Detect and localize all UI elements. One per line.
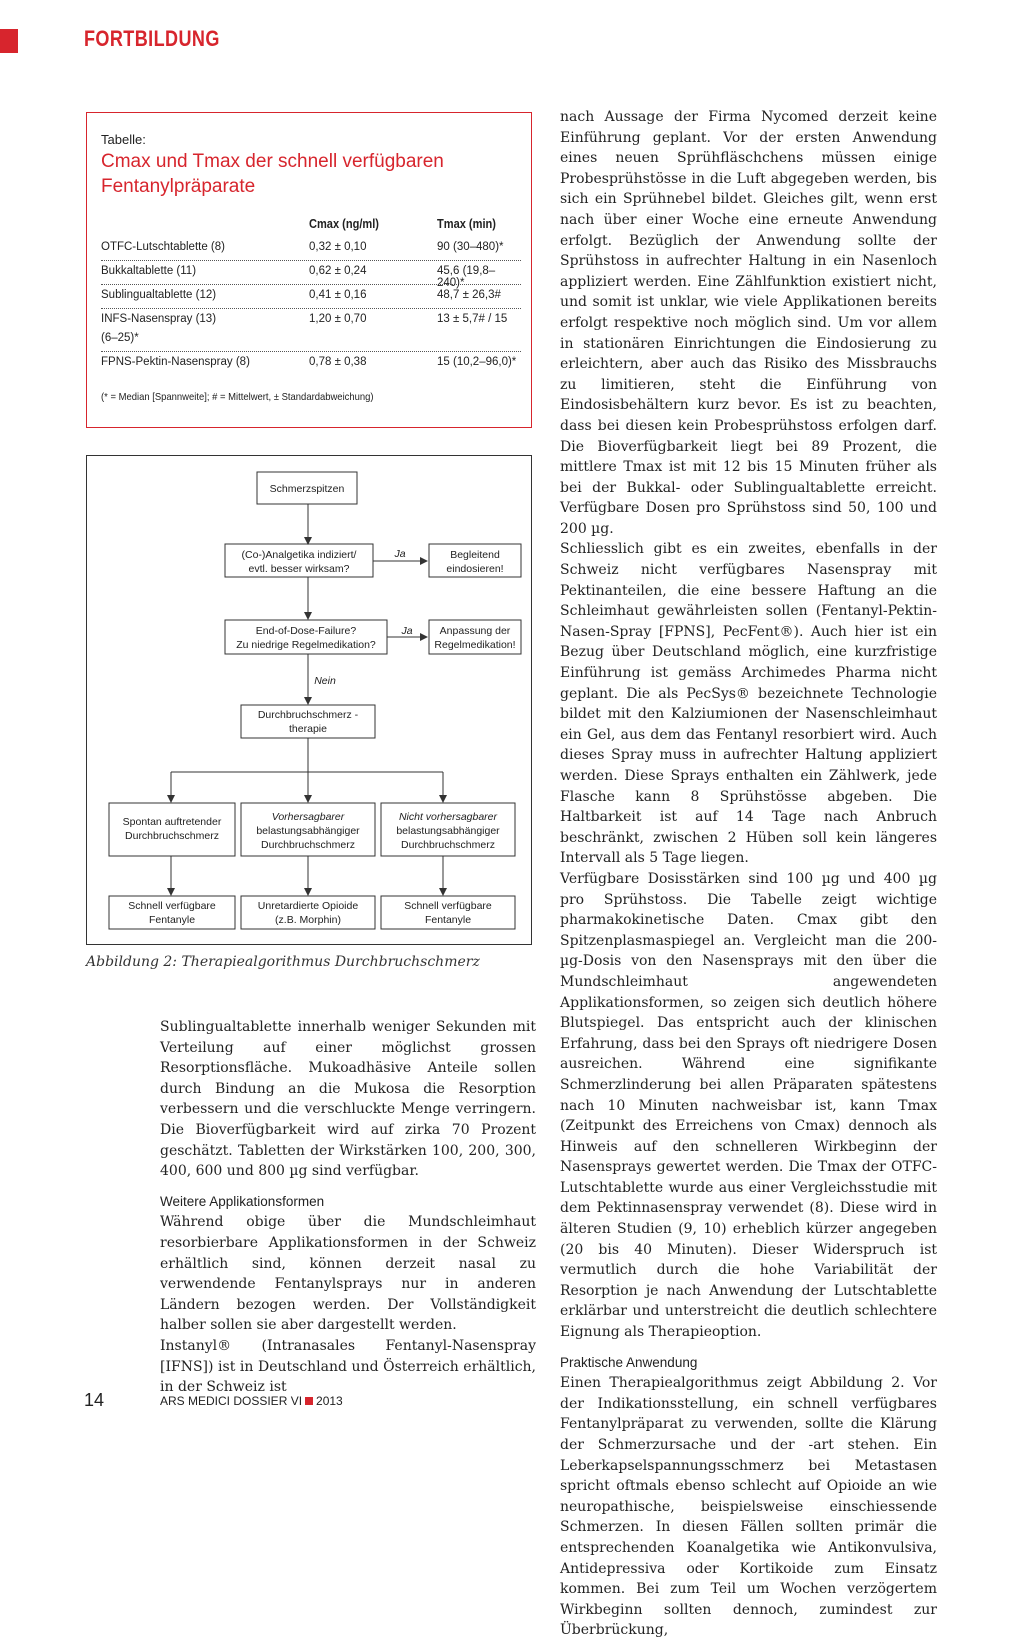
text-c1: Nicht vorhersagbarer (398, 811, 498, 823)
text-q2a: End-of-Dose-Failure? (255, 625, 357, 637)
left-paragraph-2: Während obige über die Mundschleimhaut resorbierbare Applikationsformen in der Schweiz erhältlich sind, können derzeit nasal zu verwendende Fentanylsprays nur in anderen Ländern bezogen werden. Der Vollständigkeit halber sollen sie aber dargestellt werden. (160, 1214, 536, 1334)
table-row (101, 241, 521, 261)
row-cmax: 0,62 ± 0,24 (309, 265, 367, 277)
row-name: FPNS-Pektin-Nasenspray (8) (101, 356, 250, 368)
row-name-cont: (6–25)* (101, 332, 139, 344)
footer-journal (160, 1394, 343, 1408)
row-tmax: 90 (30–480)* (437, 241, 504, 253)
row-name: Sublingualtablette (12) (101, 289, 217, 301)
row-cmax: 0,41 ± 0,16 (309, 289, 367, 301)
page-number: 14 (84, 1390, 105, 1410)
right-column (560, 107, 937, 1641)
figure-caption: Abbildung 2: Therapiealgorithmus Durchbruchschmerz (86, 954, 480, 970)
text-nein: Nein (314, 675, 336, 687)
text-q1a: (Co-)Analgetika indiziert/ (241, 549, 357, 561)
table-row (101, 356, 521, 375)
row-cmax: 0,78 ± 0,38 (309, 356, 367, 368)
text-b3: Durchbruchschmerz (261, 839, 355, 851)
journal-year: 2013 (316, 1394, 343, 1408)
text-q1b: evtl. besser wirksam? (248, 563, 350, 575)
text-ja1: Ja (394, 548, 406, 560)
table-row (101, 313, 521, 352)
text-therapy1: Durchbruchschmerz - (257, 709, 359, 721)
row-tmax: 15 (10,2–96,0)* (437, 356, 517, 368)
text-e2: (z.B. Morphin) (275, 914, 341, 926)
row-tmax: 13 ± 5,7# / 15 (437, 313, 508, 325)
footer-square-icon (305, 1397, 313, 1405)
text-start: Schmerzspitzen (269, 483, 345, 495)
row-name: Bukkaltablette (11) (101, 265, 197, 277)
row-name: INFS-Nasenspray (13) (101, 313, 217, 325)
table-title-line1: Cmax und Tmax der schnell verfügbaren (101, 151, 444, 172)
flowchart-figure (86, 455, 532, 945)
text-r2b: Regelmedikation! (434, 639, 516, 651)
table-label: Tabelle: (101, 132, 146, 147)
right-paragraph-2: Schliesslich gibt es ein zweites, ebenfalls in der Schweiz nicht verfügbares Nasenspray mit Pektinanteilen, die eine bessere Haftung an die Schleimhaut gewährleisten sollen (Fentanyl-Pektin-Nasen-Spray [FPNS], PecFent®). Auch hier ist ein Bezug über Deutschland möglich, eine kurzfristige Einführung ist gemäss Archimedes Pharma nicht geplant. Die als PecSys® bezeichnete Technologie bildet mit den Kalziumionen der Nasenschleimhaut ein Gel, aus dem das Fentanyl resorbiert wird. Auch dieses Spray muss in aufrechter Haltung appliziert werden. Diese Sprays enthalten ein Zählwerk, jede Flasche kann 8 Sprühstösse abgeben. Die Haltbarkeit ist auf 14 Tage nach Anbruch beschränkt, zwischen 2 Hüben soll kein längeres Intervall als 5 Tage liegen. (560, 541, 937, 867)
journal-name: ARS MEDICI DOSSIER VI (160, 1394, 303, 1408)
col-header-tmax: Tmax (min) (437, 216, 496, 231)
text-therapy2: therapie (289, 723, 327, 735)
text-a2: Durchbruchschmerz (125, 830, 219, 842)
row-tmax: 48,7 ± 26,3# (437, 289, 501, 301)
table-title (101, 149, 444, 199)
text-f1: Schnell verfügbare (404, 900, 492, 912)
section-marker (0, 29, 18, 53)
text-e1: Unretardierte Opioide (257, 900, 359, 912)
text-d2: Fentanyle (148, 914, 196, 926)
right-paragraph-1: nach Aussage der Firma Nycomed derzeit keine Einführung geplant. Vor der ersten Anwendung eines neuen Sprühfläschchens müssen einige Probesprühstösse in die Luft abgegeben werden, bis sich ein Sprühnebel bildet. Gleiches gilt, wenn erst nach über einer Woche eine erneute Anwendung erfolgt. Bezüglich der Anwendung sollte der Sprühstoss in aufrechter Haltung in ein Nasenloch appliziert werden. Eine Zählfunktion existiert nicht, und somit ist unklar, wie viele Applikationen bereits erfolgt respektive noch möglich sind. Um vor allem in stationären Einrichtungen die Eindosierung zu erleichtern, aber auch das Risiko des Missbrauchs zu limitieren, steht die Einführung von Eindosisbehältern kurz bevor. Es ist zu beachten, dass bei diesen kein Probesprühstoss erfolgen darf. Die Bioverfügbarkeit liegt bei 89 Prozent, die mittlere Tmax ist mit 12 bis 15 Minuten früher als bei der Bukkal- oder Sublingualtablette erreicht. Verfügbare Dosen pro Sprühstoss sind 50, 100 und 200 µg. (560, 109, 937, 537)
flowchart-svg (87, 456, 531, 944)
text-c3: Durchbruchschmerz (401, 839, 495, 851)
section-title: FORTBILDUNG (84, 26, 220, 51)
heading-praktische-anwendung: Praktische Anwendung (560, 1354, 698, 1370)
pk-table (86, 112, 532, 428)
row-cmax: 1,20 ± 0,70 (309, 313, 367, 325)
col-header-cmax: Cmax (ng/ml) (309, 216, 379, 231)
text-q2b: Zu niedrige Regelmedikation? (236, 639, 376, 651)
text-d1: Schnell verfügbare (128, 900, 216, 912)
row-name: OTFC-Lutschtablette (8) (101, 241, 225, 253)
right-paragraph-3: Verfügbare Dosisstärken sind 100 µg und 400 µg pro Sprühstoss. Die Tabelle zeigt wichtige pharmakokinetische Daten. Cmax gibt den Spitzenplasmaspiegel an. Vergleicht man die 200-µg-Dosis von den Nasensprays mit den über die Mundschleimhaut angewendeten Applikationsformen, so zeigen sich deutlich höhere Blutspiegel. Das entspricht auch der klinischen Erfahrung, dass bei den Sprays oft niedrigere Dosen ausreichen. Während eine signifikante Schmerzlinderung bei allen Präparaten spätestens nach 10 Minuten nachweisbar ist, kann Tmax (Zeitpunkt des Erreichens von Cmax) dennoch als Hinweis auf den schnelleren Wirkbeginn der Nasensprays gewertet werden. Die Tmax der OTFC-Lutschtablette wurde aus einer Vergleichsstudie mit dem Pektinnasenspray verwendet (8). Diese wird in älteren Studien (9, 10) erheblich kürzer angegeben (20 bis 40 Minuten). Dieser Widerspruch ist vermutlich durch die hohe Variabilität der Resorption je nach Anwendung der Lutschtablette erklärbar und unterstreicht die deutlich schlechtere Eignung als Therapieoption. (560, 870, 937, 1341)
text-r1b: eindosieren! (446, 563, 504, 575)
heading-weitere-applikationsformen: Weitere Applikationsformen (160, 1193, 325, 1209)
left-column (160, 1017, 536, 1398)
row-cmax: 0,32 ± 0,10 (309, 241, 367, 253)
table-footnote: (* = Median [Spannweite]; # = Mittelwert, ± Standardabweichung) (101, 391, 374, 403)
text-b1: Vorhersagbarer (271, 811, 345, 823)
row-tmax: 45,6 (19,8–240)* (437, 265, 496, 289)
text-r1a: Begleitend (450, 549, 500, 561)
table-row (101, 265, 521, 289)
table-row (101, 289, 521, 309)
left-paragraph-3: Instanyl® (Intranasales Fentanyl-Nasenspray [IFNS]) ist in Deutschland und Österreich erhältlich, in der Schweiz ist (160, 1337, 536, 1396)
table-title-line2: Fentanylpräparate (101, 176, 256, 197)
text-f2: Fentanyle (424, 914, 472, 926)
text-ja2: Ja (401, 625, 413, 637)
left-paragraph-1: Sublingualtablette innerhalb weniger Sekunden mit Verteilung auf einer möglichst grossen Resorptionsfläche. Mukoadhäsive Anteile sollen durch Bindung an die Mukosa die Resorption verbessern und die verschluckte Menge verringern. Die Bioverfügbarkeit wird auf zirka 70 Prozent geschätzt. Tabletten der Wirkstärken 100, 200, 300, 400, 600 und 800 µg sind verfügbar. (160, 1019, 536, 1180)
text-c2: belastungsabhängiger (396, 825, 500, 837)
right-paragraph-4: Einen Therapiealgorithmus zeigt Abbildung 2. Vor der Indikationsstellung, ein schnell verfügbares Fentanylpräparat zu verwenden, sollte die Klärung der Schmerzursache und der -art stehen. Ein Leberkapselspannungsschmerz bei Metastasen spricht oftmals ebenso schlecht auf Opioide an wie neuropathische, beispielsweise einschiessende Schmerzen. In diesen Fällen sollten primär die entsprechenden Koanalgetika wie Antikonvulsiva, Antidepressiva oder Kortikoide zum Einsatz kommen. Bei zum Teil um Wochen verzögertem Wirkbeginn sollten dennoch, zumindest zur Überbrückung, (560, 1375, 937, 1639)
text-r2a: Anpassung der (439, 625, 511, 637)
text-b2: belastungsabhängiger (256, 825, 360, 837)
text-a1: Spontan auftretender (122, 816, 222, 828)
